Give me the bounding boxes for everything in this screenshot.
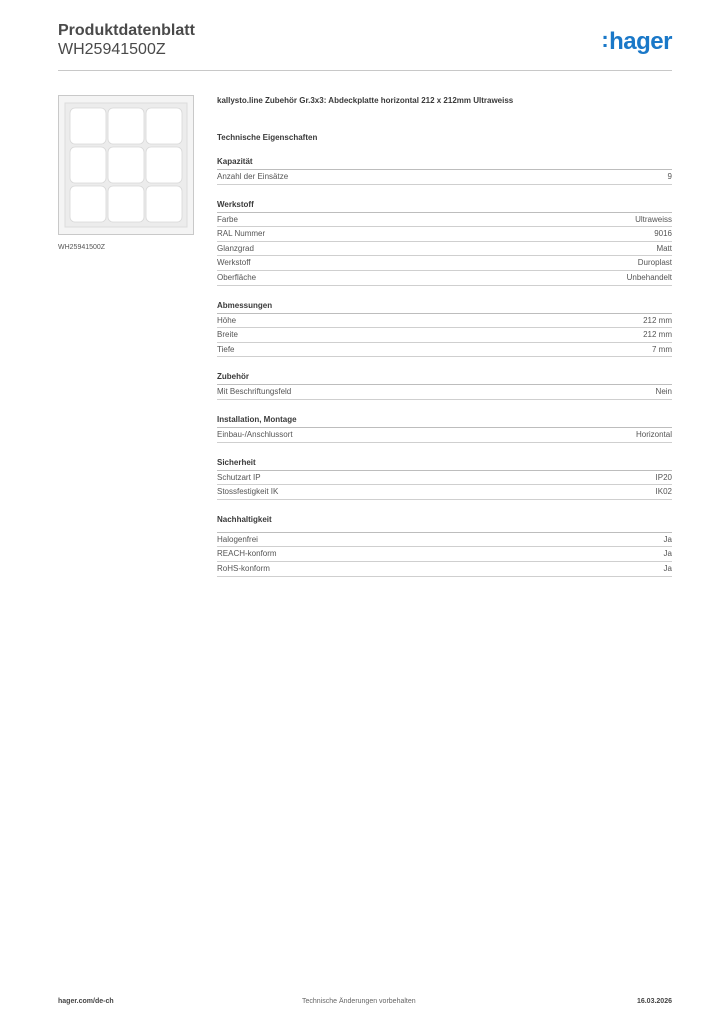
property-label: Breite — [217, 330, 238, 340]
property-value: Nein — [655, 387, 672, 397]
property-label: RoHS-konform — [217, 563, 270, 573]
group-sicherheit — [217, 458, 672, 500]
property-value: 9016 — [654, 229, 672, 239]
property-label: Werkstoff — [217, 258, 251, 268]
group-title: Zubehör — [217, 372, 672, 385]
property-value: Matt — [656, 243, 672, 253]
property-value: Ja — [663, 549, 672, 559]
property-label: Einbau-/Anschlussort — [217, 429, 293, 439]
property-row — [217, 271, 672, 286]
property-value: IK02 — [655, 487, 672, 497]
group-nachhaltigkeit — [217, 515, 672, 577]
property-value: Unbehandelt — [626, 272, 672, 282]
product-title: kallysto.line Zubehör Gr.3x3: Abdeckplatte horizontal 212 x 212mm Ultraweiss — [217, 96, 514, 105]
group-title: Sicherheit — [217, 458, 672, 471]
properties-heading: Technische Eigenschaften — [217, 133, 318, 142]
property-value: 212 mm — [643, 315, 672, 325]
property-label: REACH-konform — [217, 549, 277, 559]
product-code: WH25941500Z — [58, 41, 166, 58]
property-label: Anzahl der Einsätze — [217, 172, 289, 181]
footer-date: 16.03.2026 — [636, 998, 672, 1005]
property-label: RAL Nummer — [217, 229, 266, 239]
property-row — [217, 533, 672, 548]
property-value: Horizontal — [635, 429, 672, 439]
property-value: Ultraweiss — [635, 214, 672, 224]
property-label: Oberfläche — [217, 272, 257, 282]
property-label: Mit Beschriftungsfeld — [217, 387, 292, 397]
group-title: Installation, Montage — [217, 415, 672, 428]
property-label: Tiefe — [217, 344, 235, 354]
group-kapazitaet — [217, 157, 672, 185]
footer-website[interactable]: hager.com/de-ch — [58, 998, 114, 1005]
property-row — [217, 314, 672, 329]
page-header — [58, 20, 672, 71]
property-value: Ja — [663, 534, 672, 544]
property-value: 7 mm — [652, 344, 672, 354]
property-label: Glanzgrad — [217, 243, 254, 253]
property-row — [217, 227, 672, 242]
property-row — [217, 213, 672, 228]
footer-note: Technische Änderungen vorbehalten — [302, 998, 416, 1005]
property-row — [217, 428, 672, 443]
property-row — [217, 343, 672, 358]
property-value: 9 — [667, 172, 672, 181]
property-row — [217, 562, 672, 577]
product-content — [217, 96, 672, 577]
property-label: Schutzart IP — [217, 472, 261, 482]
property-row — [217, 328, 672, 343]
group-werkstoff — [217, 200, 672, 286]
product-image — [58, 95, 194, 235]
property-row — [217, 256, 672, 271]
image-caption: WH25941500Z — [58, 244, 106, 251]
property-label: Farbe — [217, 214, 238, 224]
document-title: Produktdatenblatt — [58, 22, 195, 39]
group-zubehoer — [217, 372, 672, 400]
cover-plate-drawing — [59, 96, 193, 234]
hager-logo: :hager — [601, 27, 672, 55]
group-title: Abmessungen — [217, 301, 672, 314]
property-value: 212 mm — [643, 330, 672, 340]
property-label: Höhe — [217, 315, 237, 325]
property-value: Duroplast — [637, 258, 672, 268]
property-label: Halogenfrei — [217, 534, 258, 544]
property-row — [217, 471, 672, 486]
property-row — [217, 242, 672, 257]
group-installation — [217, 415, 672, 443]
property-row — [217, 485, 672, 500]
group-title: Nachhaltigkeit — [217, 515, 672, 533]
property-row — [217, 547, 672, 562]
property-row — [217, 385, 672, 400]
property-row — [217, 170, 672, 185]
group-title: Kapazität — [217, 157, 672, 170]
group-title: Werkstoff — [217, 200, 672, 213]
property-label: Stossfestigkeit IK — [217, 487, 279, 497]
group-abmessungen — [217, 301, 672, 358]
property-value: IP20 — [655, 472, 672, 482]
property-value: Ja — [663, 563, 672, 573]
